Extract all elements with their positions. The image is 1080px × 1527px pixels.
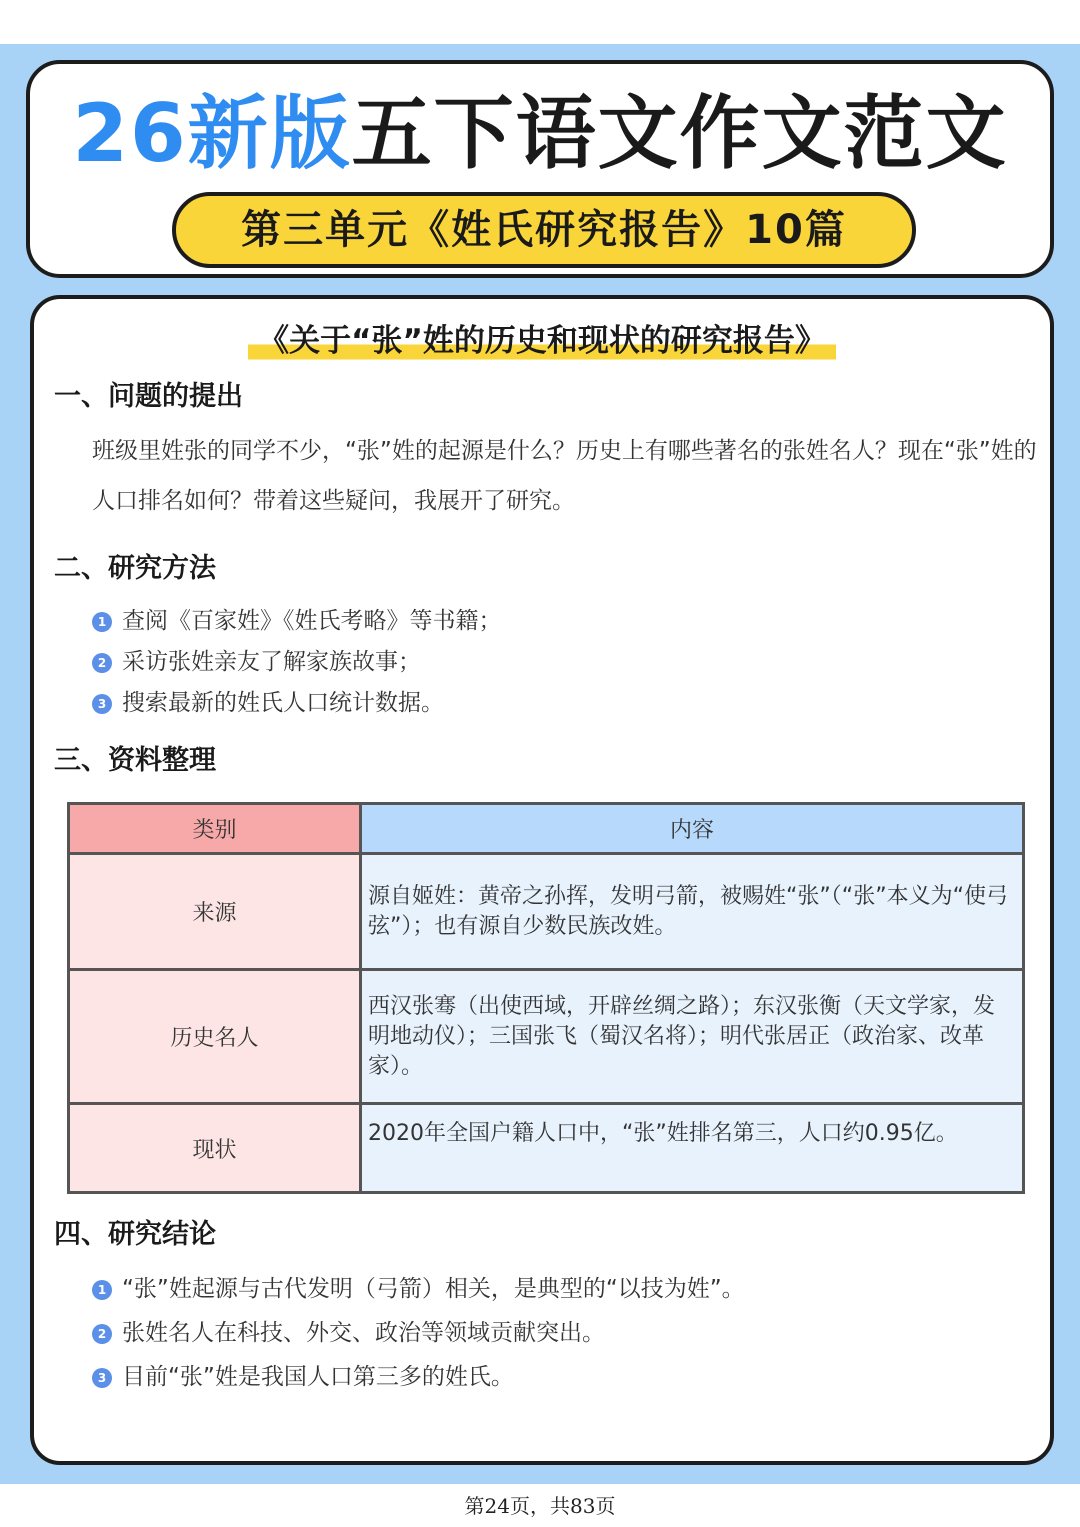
- number-3-icon: 3: [92, 1368, 112, 1388]
- main-title-text: 五下语文作文范文: [351, 87, 1008, 180]
- list-item: [92, 601, 1032, 642]
- content-card: [30, 295, 1054, 1465]
- main-title-highlight: 26新版: [72, 87, 352, 180]
- number-1-icon: 1: [92, 1280, 112, 1300]
- list-item-text: 查阅《百家姓》《姓氏考略》等书籍；: [122, 608, 502, 634]
- conclusion-list: [92, 1267, 1032, 1399]
- table-cell-content: 2020年全国户籍人口中，“张”姓排名第三，人口约0.95亿。: [361, 1104, 1024, 1193]
- list-item: [92, 683, 1032, 724]
- methods-list: [92, 601, 1032, 724]
- number-1-icon: 1: [92, 612, 112, 632]
- number-3-icon: 3: [92, 694, 112, 714]
- table-cell-content: 源自姬姓：黄帝之孙挥，发明弓箭，被赐姓“张”（“张”本义为“使弓弦”）；也有源自少数民族改姓。: [361, 854, 1024, 970]
- top-margin: [0, 0, 1080, 44]
- list-item-text: “张”姓起源与古代发明（弓箭）相关，是典型的“以技为姓”。: [122, 1276, 745, 1302]
- section-heading-conclusion: 四、研究结论: [54, 1219, 216, 1250]
- data-table: [67, 802, 1025, 1194]
- table-cell-category: 来源: [69, 854, 361, 970]
- table-row: [69, 854, 1024, 970]
- table-header-category: 类别: [69, 804, 361, 854]
- list-item-text: 目前“张”姓是我国人口第三多的姓氏。: [122, 1364, 514, 1390]
- section-heading-problem: 一、问题的提出: [54, 381, 243, 412]
- table-row: [69, 970, 1024, 1104]
- list-item-text: 张姓名人在科技、外交、政治等领域贡献突出。: [122, 1320, 605, 1346]
- subtitle-pill: 第三单元《姓氏研究报告》10篇: [172, 192, 916, 268]
- number-2-icon: 2: [92, 653, 112, 673]
- table-row: [69, 1104, 1024, 1193]
- header-card: [26, 60, 1054, 278]
- table-header-row: [69, 804, 1024, 854]
- doc-title: 《关于“张”姓的历史和现状的研究报告》: [248, 319, 836, 363]
- section-paragraph-problem: 班级里姓张的同学不少，“张”姓的起源是什么？历史上有哪些著名的张姓名人？现在“张”姓的人口排名如何？带着这些疑问，我展开了研究。: [92, 438, 1037, 514]
- list-item-text: 采访张姓亲友了解家族故事；: [122, 649, 421, 675]
- page-number: 第24页，共83页: [464, 1494, 616, 1518]
- table-cell-category: 历史名人: [69, 970, 361, 1104]
- doc-title-wrap: [34, 319, 1050, 363]
- number-2-icon: 2: [92, 1324, 112, 1344]
- section-heading-methods: 二、研究方法: [54, 553, 216, 584]
- list-item-text: 搜索最新的姓氏人口统计数据。: [122, 690, 444, 716]
- list-item: [92, 1355, 1032, 1399]
- list-item: [92, 642, 1032, 683]
- table-cell-category: 现状: [69, 1104, 361, 1193]
- table-cell-content: 西汉张骞（出使西域，开辟丝绸之路）；东汉张衡（天文学家，发明地动仪）；三国张飞（蜀汉名将）；明代张居正（政治家、改革家）。: [361, 970, 1024, 1104]
- section-heading-data: 三、资料整理: [54, 745, 216, 776]
- list-item: [92, 1267, 1032, 1311]
- table-header-content: 内容: [361, 804, 1024, 854]
- main-title: [30, 86, 1050, 182]
- list-item: [92, 1311, 1032, 1355]
